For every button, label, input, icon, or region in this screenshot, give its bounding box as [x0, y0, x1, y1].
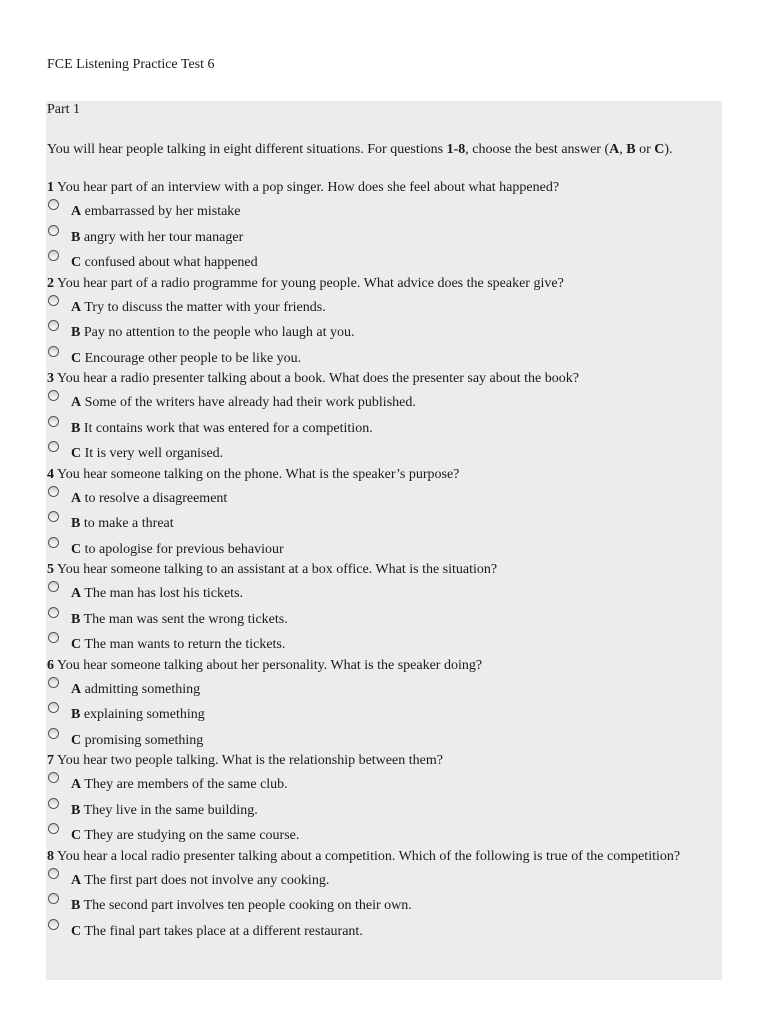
option-letter: A	[71, 204, 82, 219]
answer-option[interactable]	[47, 535, 687, 561]
instructions-letter-c: C	[654, 142, 665, 157]
option-letter: A	[71, 586, 82, 601]
instructions-text-a: You will hear people talking in eight different situations. For questions	[47, 142, 447, 157]
radio-button-icon[interactable]	[48, 893, 59, 904]
question-prompt: You hear part of a radio programme for young people. What advice does the speaker give?	[54, 275, 564, 291]
radio-button-icon[interactable]	[48, 416, 59, 427]
radio-button-icon[interactable]	[48, 632, 59, 643]
option-text: explaining something	[80, 707, 205, 722]
option-letter: C	[71, 255, 82, 270]
option-text: Try to discuss the matter with your friends.	[81, 299, 326, 315]
question-prompt: You hear a radio presenter talking about a book. What does the presenter say about the book?	[54, 371, 579, 386]
question-text	[47, 751, 687, 770]
answer-option[interactable]	[47, 891, 687, 917]
answer-option[interactable]	[47, 630, 687, 656]
option-text: Some of the writers have already had their work published.	[81, 395, 416, 410]
option-letter: B	[71, 898, 81, 913]
instructions-range: 1-8	[446, 142, 466, 157]
question-number: 8	[47, 848, 54, 864]
question-text	[47, 465, 687, 484]
question-8	[47, 847, 687, 943]
option-text: They live in the same building.	[80, 802, 258, 818]
option-text: Pay no attention to the people who laugh at you.	[80, 325, 355, 340]
option-text: admitting something	[81, 681, 201, 697]
answer-option[interactable]	[47, 726, 687, 752]
question-number: 4	[47, 466, 54, 482]
radio-button-icon[interactable]	[48, 677, 59, 688]
answer-option[interactable]	[47, 770, 687, 796]
question-number: 6	[47, 657, 54, 673]
answer-option[interactable]	[47, 796, 687, 822]
option-letter: C	[71, 350, 82, 366]
option-text: It contains work that was entered for a competition.	[80, 420, 373, 436]
answer-option[interactable]	[47, 484, 687, 510]
question-number: 3	[47, 371, 54, 386]
option-letter: B	[71, 802, 81, 818]
radio-button-icon[interactable]	[48, 250, 59, 261]
radio-button-icon[interactable]	[48, 295, 59, 306]
answer-option[interactable]	[47, 248, 687, 274]
answer-option[interactable]	[47, 197, 687, 223]
question-number: 1	[47, 180, 54, 195]
radio-button-icon[interactable]	[48, 702, 59, 713]
question-prompt: You hear someone talking about her personality. What is the speaker doing?	[54, 657, 483, 673]
radio-button-icon[interactable]	[48, 346, 59, 357]
option-letter: A	[71, 490, 82, 506]
question-text	[47, 274, 687, 293]
option-letter: C	[71, 541, 82, 557]
option-text: to make a threat	[80, 516, 174, 531]
option-text: The final part takes place at a different restaurant.	[81, 923, 363, 939]
answer-option[interactable]	[47, 605, 687, 631]
option-text: to apologise for previous behaviour	[81, 541, 284, 557]
instructions-sep-2: or	[635, 142, 655, 157]
option-letter: C	[71, 732, 82, 748]
question-2	[47, 274, 687, 370]
answer-option[interactable]	[47, 866, 687, 892]
instructions-sep-1: ,	[619, 142, 627, 157]
question-6	[47, 656, 687, 752]
option-letter: A	[71, 872, 82, 888]
radio-button-icon[interactable]	[48, 581, 59, 592]
question-number: 7	[47, 753, 54, 768]
answer-option[interactable]	[47, 700, 687, 726]
question-text	[47, 369, 687, 388]
radio-button-icon[interactable]	[48, 511, 59, 522]
answer-option[interactable]	[47, 579, 687, 605]
option-letter: A	[71, 777, 82, 792]
option-text: promising something	[81, 732, 204, 748]
radio-button-icon[interactable]	[48, 823, 59, 834]
question-7	[47, 751, 687, 847]
option-text: They are members of the same club.	[81, 777, 288, 792]
radio-button-icon[interactable]	[48, 390, 59, 401]
option-letter: C	[71, 446, 82, 461]
question-text	[47, 656, 687, 675]
question-prompt: You hear part of an interview with a pop singer. How does she feel about what happened?	[54, 180, 560, 195]
radio-button-icon[interactable]	[48, 537, 59, 548]
radio-button-icon[interactable]	[48, 199, 59, 210]
radio-button-icon[interactable]	[48, 772, 59, 783]
option-text: to resolve a disagreement	[81, 490, 228, 506]
option-text: confused about what happened	[81, 255, 258, 270]
option-letter: B	[71, 611, 81, 627]
option-text: The man has lost his tickets.	[81, 586, 244, 601]
option-letter: C	[71, 828, 82, 843]
radio-button-icon[interactable]	[48, 486, 59, 497]
question-3	[47, 369, 687, 465]
answer-option[interactable]	[47, 917, 687, 943]
option-letter: C	[71, 637, 82, 652]
option-letter: B	[71, 229, 81, 245]
answer-option[interactable]	[47, 675, 687, 701]
option-text: The first part does not involve any cooking.	[81, 872, 330, 888]
option-letter: B	[71, 516, 81, 531]
answer-option[interactable]	[47, 439, 687, 465]
instructions-letter-a: A	[609, 142, 620, 157]
question-number: 5	[47, 562, 54, 577]
radio-button-icon[interactable]	[48, 225, 59, 236]
option-letter: A	[71, 681, 82, 697]
radio-button-icon[interactable]	[48, 728, 59, 739]
instructions-text-c: ).	[664, 142, 673, 157]
instructions-text-b: , choose the best answer (	[465, 142, 610, 157]
option-text: The man was sent the wrong tickets.	[80, 611, 288, 627]
instructions-letter-b: B	[626, 142, 636, 157]
answer-option[interactable]	[47, 414, 687, 440]
option-letter: B	[71, 325, 81, 340]
option-text: They are studying on the same course.	[81, 828, 300, 843]
option-letter: A	[71, 299, 82, 315]
option-letter: B	[71, 420, 81, 436]
answer-option[interactable]	[47, 344, 687, 370]
answer-option[interactable]	[47, 293, 687, 319]
question-text	[47, 847, 687, 866]
question-5	[47, 560, 687, 656]
question-1	[47, 178, 687, 274]
radio-button-icon[interactable]	[48, 798, 59, 809]
option-text: embarrassed by her mistake	[81, 204, 241, 219]
option-text: The second part involves ten people cooking on their own.	[80, 898, 412, 913]
question-prompt: You hear someone talking to an assistant at a box office. What is the situation?	[54, 562, 498, 577]
question-prompt: You hear someone talking on the phone. What is the speaker’s purpose?	[54, 466, 460, 482]
question-4	[47, 465, 687, 561]
option-letter: A	[71, 395, 82, 410]
question-prompt: You hear a local radio presenter talking about a competition. Which of the following is true of the competition?	[54, 848, 681, 864]
radio-button-icon[interactable]	[48, 919, 59, 930]
radio-button-icon[interactable]	[48, 868, 59, 879]
question-text	[47, 178, 687, 197]
radio-button-icon[interactable]	[48, 607, 59, 618]
page-title: FCE Listening Practice Test 6	[47, 57, 215, 72]
question-list	[47, 178, 687, 942]
answer-option[interactable]	[47, 821, 687, 847]
question-text	[47, 560, 687, 579]
option-letter: B	[71, 707, 81, 722]
part-label: Part 1	[47, 102, 81, 117]
question-prompt: You hear two people talking. What is the relationship between them?	[54, 753, 443, 768]
answer-option[interactable]	[47, 223, 687, 249]
option-text: It is very well organised.	[81, 446, 224, 461]
answer-option[interactable]	[47, 318, 687, 344]
answer-option[interactable]	[47, 388, 687, 414]
question-number: 2	[47, 275, 54, 291]
option-text: The man wants to return the tickets.	[81, 637, 286, 652]
answer-option[interactable]	[47, 509, 687, 535]
option-letter: C	[71, 923, 82, 939]
option-text: angry with her tour manager	[80, 229, 244, 245]
option-text: Encourage other people to be like you.	[81, 350, 302, 366]
radio-button-icon[interactable]	[48, 320, 59, 331]
instructions	[47, 140, 687, 159]
radio-button-icon[interactable]	[48, 441, 59, 452]
